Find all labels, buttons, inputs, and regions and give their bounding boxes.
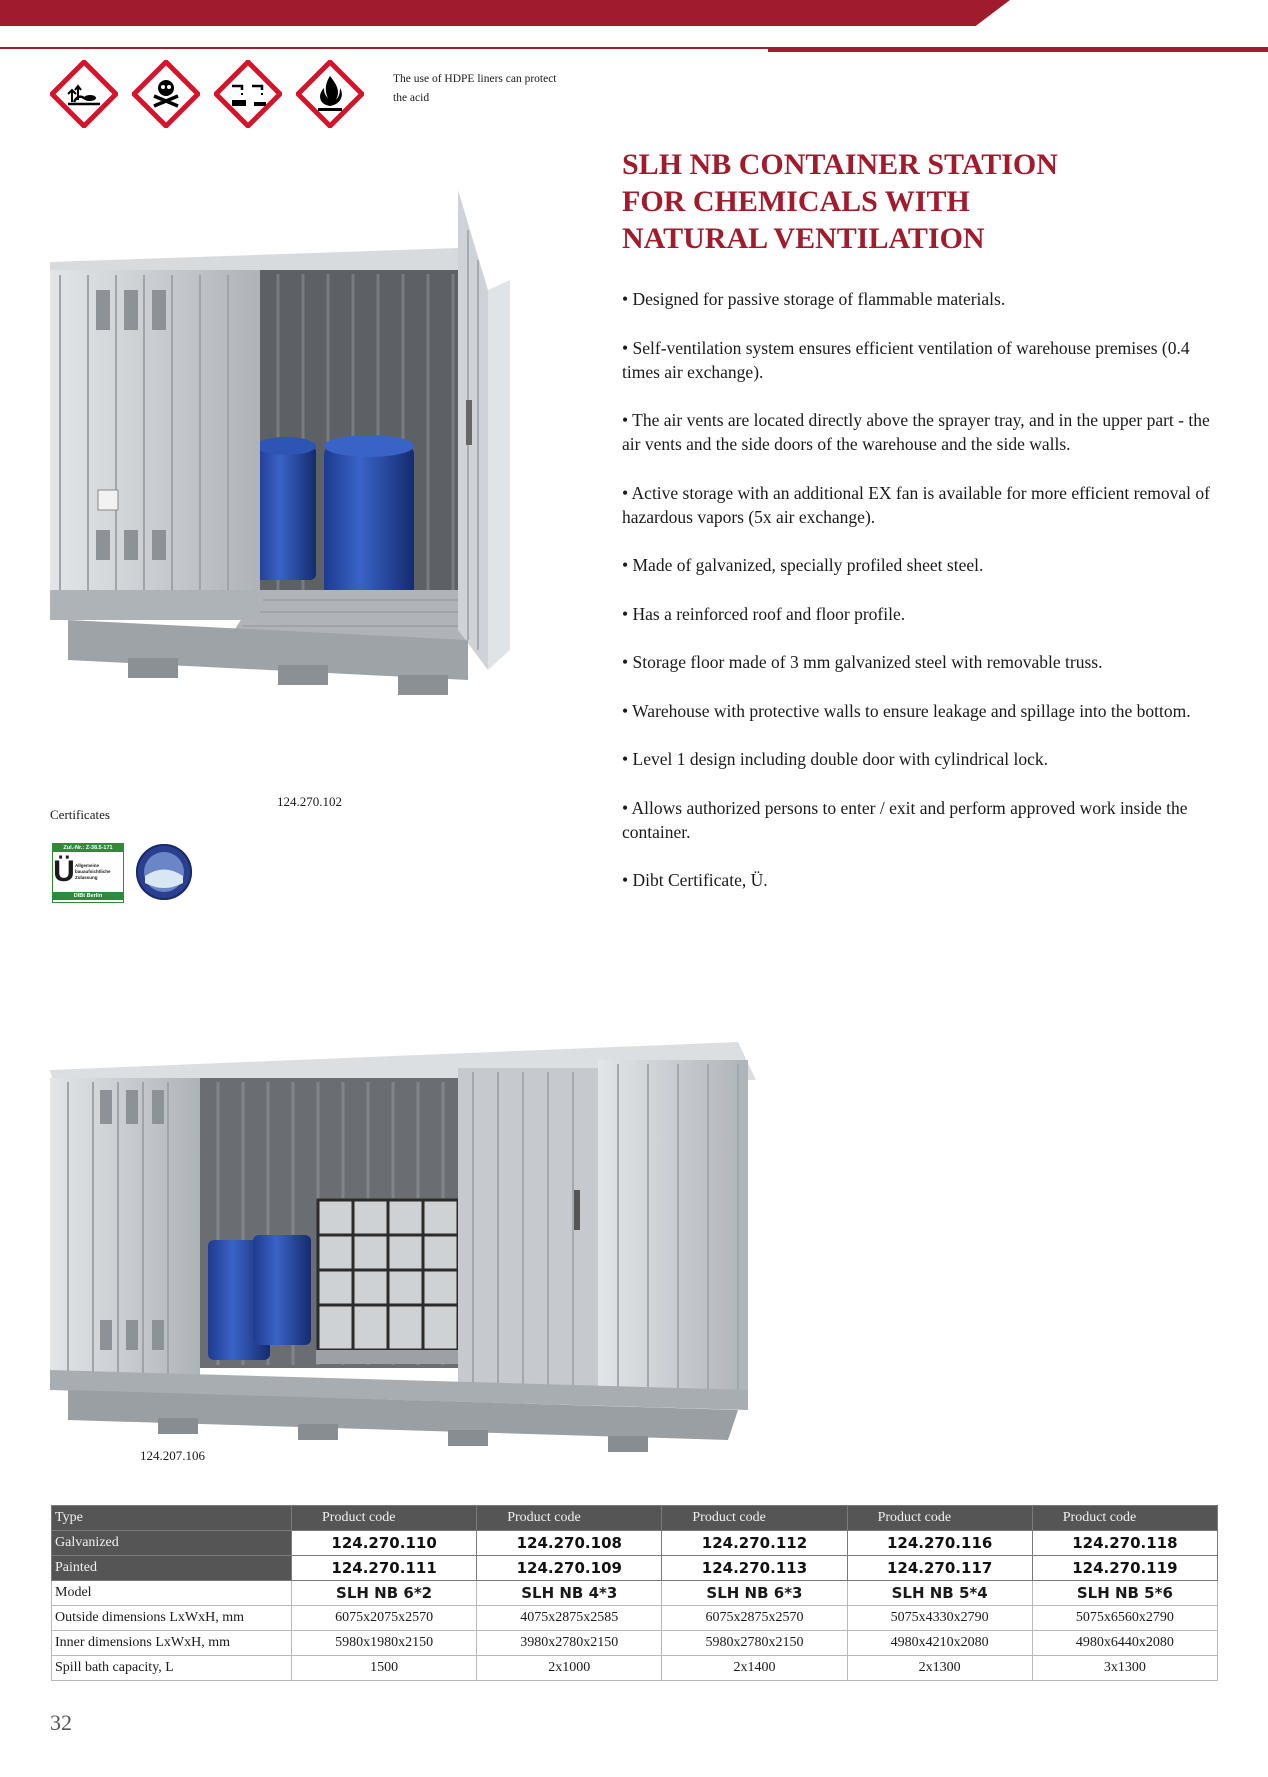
feature-item: • The air vents are located directly above the sprayer tray, and in the upper part - the air vents and the side doors of the warehouse and the side walls. (622, 410, 1210, 454)
u-mark-text: bauaufsichtliche (75, 869, 111, 874)
table-cell: 4980x4210x2080 (847, 1631, 1032, 1656)
u-mark-text: Zulassung (75, 875, 98, 880)
row-label: Painted (52, 1556, 292, 1581)
product-code-cell: 124.270.110 (292, 1531, 477, 1556)
header-rule-thick (768, 47, 1268, 52)
product-code-cell: 124.270.119 (1032, 1556, 1217, 1581)
product-code-cell: 124.270.116 (847, 1531, 1032, 1556)
feature-item: • Active storage with an additional EX fan is available for more efficient removal of hazardous vapors (5x air exchange). (622, 482, 1210, 527)
table-header-cell: Product code (847, 1506, 1032, 1531)
u-mark-letter: Ü (53, 855, 75, 888)
table-cell: 2x1400 (662, 1656, 847, 1681)
title-line: FOR CHEMICALS WITH (622, 185, 970, 218)
row-label: Model (52, 1581, 292, 1606)
specifications-table (51, 1505, 1218, 1681)
product-code-cell: 124.270.111 (292, 1556, 477, 1581)
model-cell: SLH NB 4*3 (477, 1581, 662, 1606)
product-code-cell: 124.270.117 (847, 1556, 1032, 1581)
table-cell: 5980x2780x2150 (662, 1631, 847, 1656)
table-cell: 3980x2780x2150 (477, 1631, 662, 1656)
table-header-row (52, 1506, 1218, 1531)
product-code-cell: 124.270.112 (662, 1531, 847, 1556)
feature-item: • Dibt Certificate, Ü. (622, 870, 768, 890)
row-label: Galvanized (52, 1531, 292, 1556)
table-cell: 5980x1980x2150 (292, 1631, 477, 1656)
row-label: Spill bath capacity, L (52, 1656, 292, 1681)
table-cell: 6075x2875x2570 (662, 1606, 847, 1631)
model-cell: SLH NB 6*3 (662, 1581, 847, 1606)
table-cell: 4980x6440x2080 (1032, 1631, 1217, 1656)
model-cell: SLH NB 5*6 (1032, 1581, 1217, 1606)
table-cell: 3x1300 (1032, 1656, 1217, 1681)
table-header-cell: Product code (477, 1506, 662, 1531)
table-header-cell: Product code (292, 1506, 477, 1531)
model-cell: SLH NB 6*2 (292, 1581, 477, 1606)
table-cell: 2x1300 (847, 1656, 1032, 1681)
feature-item: • Designed for passive storage of flammable materials. (622, 289, 1006, 309)
u-mark-text: Allgemeine (75, 863, 100, 868)
flammable-icon (296, 60, 364, 128)
u-mark-certificate (52, 843, 124, 903)
title-line: NATURAL VENTILATION (622, 222, 985, 255)
table-cell: 5075x4330x2790 (847, 1606, 1032, 1631)
table-cell: 1500 (292, 1656, 477, 1681)
feature-item: • Storage floor made of 3 mm galvanized steel with removable truss. (622, 652, 1103, 672)
feature-item: • Allows authorized persons to enter / exit and perform approved work inside the container. (622, 797, 1188, 842)
model-cell: SLH NB 5*4 (847, 1581, 1032, 1606)
photo-caption: 124.270.102 (277, 794, 342, 809)
title-line: SLH NB CONTAINER STATION (622, 148, 1058, 181)
table-cell: 4075x2875x2585 (477, 1606, 662, 1631)
table-header-cell: Product code (662, 1506, 847, 1531)
product-code-cell: 124.270.109 (477, 1556, 662, 1581)
page-title (622, 146, 1182, 257)
page-number: 32 (50, 1710, 72, 1735)
product-code-cell: 124.270.118 (1032, 1531, 1217, 1556)
feature-item: • Made of galvanized, specially profiled sheet steel. (622, 555, 984, 575)
product-code-cell: 124.270.113 (662, 1556, 847, 1581)
u-mark-issuer: DIBt Berlin (53, 892, 123, 900)
hazard-note: The use of HDPE liners can protect the acid (393, 73, 557, 104)
feature-list (622, 287, 1222, 917)
feature-item: • Warehouse with protective walls to ensure leakage and spillage into the bottom. (622, 700, 1191, 721)
table-header-cell: Type (52, 1506, 292, 1531)
hazard-pictograms (50, 60, 364, 128)
u-mark-approval-number: Zul.-Nr.: Z-38.5-171 (53, 844, 123, 852)
table-row (52, 1581, 1218, 1606)
table-cell: 2x1000 (477, 1656, 662, 1681)
feature-item: • Level 1 design including double door with cylindrical lock. (622, 749, 1049, 769)
header-rule (0, 47, 780, 49)
container-station-photo (48, 190, 558, 792)
container-station-wide-photo (48, 1030, 758, 1480)
table-cell: 5075x6560x2790 (1032, 1606, 1217, 1631)
table-row (52, 1531, 1218, 1556)
table-row (52, 1556, 1218, 1581)
table-header-cell: Product code (1032, 1506, 1217, 1531)
photo-caption: 124.207.106 (140, 1448, 205, 1463)
product-code-cell: 124.270.108 (477, 1531, 662, 1556)
certificates-label: Certificates (50, 807, 110, 822)
feature-item: • Has a reinforced roof and floor profile. (622, 603, 906, 624)
corrosive-icon (214, 60, 282, 128)
table-cell: 6075x2075x2570 (292, 1606, 477, 1631)
row-label: Outside dimensions LxWxH, mm (52, 1606, 292, 1631)
environment-hazard-icon (50, 60, 118, 128)
round-certificate-seal (135, 843, 193, 901)
toxic-skull-icon (132, 60, 200, 128)
top-accent-bar (0, 0, 1010, 26)
row-label: Inner dimensions LxWxH, mm (52, 1631, 292, 1656)
table-row (52, 1606, 1218, 1631)
feature-item: • Self-ventilation system ensures efficient ventilation of warehouse premises (0.4 times air exchange). (622, 337, 1190, 382)
table-row (52, 1631, 1218, 1656)
table-row (52, 1656, 1218, 1681)
